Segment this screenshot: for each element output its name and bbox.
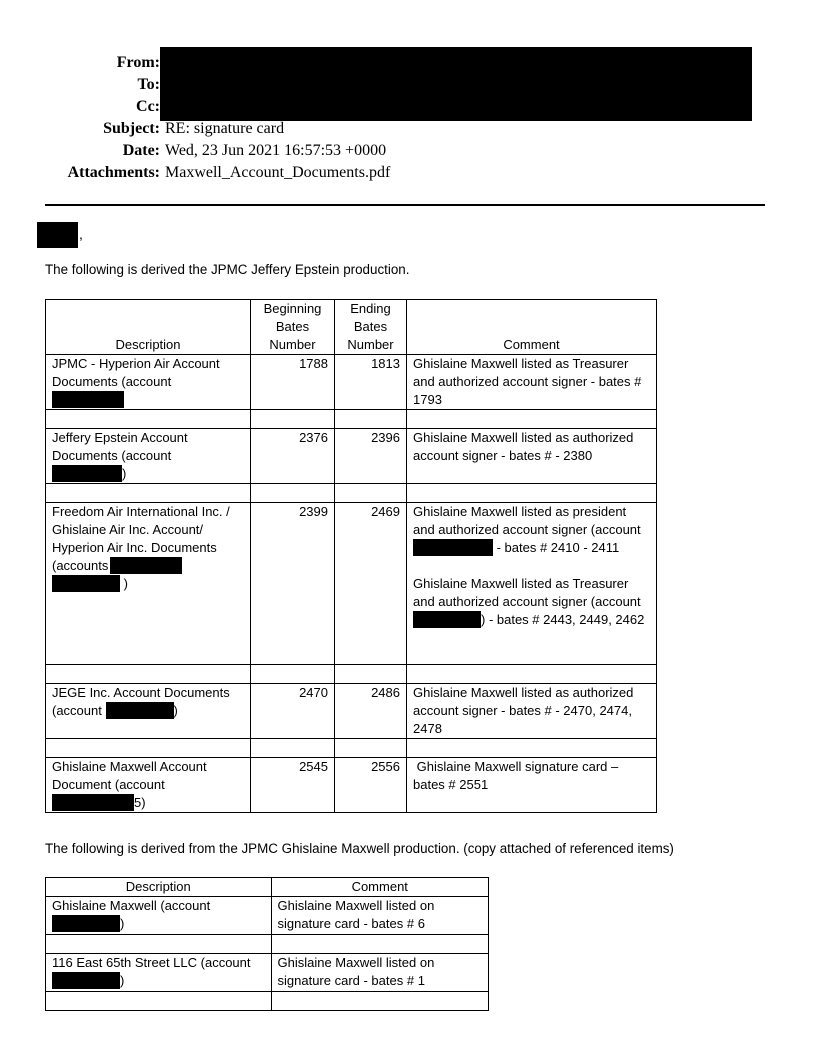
comment-cell: Ghislaine Maxwell listed on signature card - bates # 1 xyxy=(271,954,489,992)
empty-cell xyxy=(251,484,335,503)
empty-cell xyxy=(335,665,407,684)
description-line: JEGE Inc. Account Documents xyxy=(52,685,230,700)
description-tail: ) xyxy=(173,703,178,718)
empty-cell xyxy=(271,992,489,1011)
description-cell xyxy=(46,758,251,813)
empty-cell xyxy=(335,410,407,429)
header-subject-label: Subject: xyxy=(103,120,160,137)
comment-text: ) - bates # 2443, 2449, 2462 xyxy=(481,612,645,627)
table-row xyxy=(46,429,657,484)
spacer-row xyxy=(46,410,657,429)
spacer-row xyxy=(46,992,489,1011)
empty-cell xyxy=(46,739,251,758)
comment-paragraph xyxy=(413,575,650,629)
description-line: 116 East 65th Street LLC (account xyxy=(52,955,251,970)
empty-cell xyxy=(46,410,251,429)
description-line: Hyperion Air Inc. Documents xyxy=(52,540,217,555)
description-cell xyxy=(46,503,251,665)
header-from-label: From: xyxy=(116,54,160,71)
maxwell-production-table xyxy=(45,877,489,1011)
header-attachments-label: Attachments: xyxy=(67,164,160,181)
description-tail: ) xyxy=(122,466,127,481)
salutation-redaction xyxy=(37,222,78,248)
header-date-value: Wed, 23 Jun 2021 16:57:53 +0000 xyxy=(165,142,387,159)
salutation-comma: , xyxy=(79,226,83,242)
col-header-comment xyxy=(271,878,489,897)
table-row xyxy=(46,503,657,665)
header-redaction-box xyxy=(160,47,752,121)
account-redaction xyxy=(106,702,174,719)
account-redaction xyxy=(52,575,120,592)
empty-cell xyxy=(407,484,657,503)
empty-cell xyxy=(46,935,272,954)
ending-bates-cell: 2486 xyxy=(335,684,407,739)
comment-cell: Ghislaine Maxwell listed on signature card - bates # 6 xyxy=(271,897,489,935)
col-header-beginning-line1: Beginning xyxy=(263,301,322,316)
table-row xyxy=(46,758,657,813)
empty-cell xyxy=(46,992,272,1011)
beginning-bates-cell: 2545 xyxy=(251,758,335,813)
account-redaction xyxy=(52,794,134,811)
description-line: (accounts xyxy=(52,558,109,573)
table-header-row xyxy=(46,300,657,355)
empty-cell xyxy=(335,484,407,503)
description-tail: ) xyxy=(120,973,125,988)
account-redaction xyxy=(52,391,124,408)
comment-paragraph xyxy=(413,503,650,557)
comment-cell: Ghislaine Maxwell listed as Treasurer and authorized account signer - bates # 1793 xyxy=(407,355,657,410)
account-redaction xyxy=(110,557,182,574)
comment-cell: Ghislaine Maxwell listed as authorized account signer - bates # - 2470, 2474, 2478 xyxy=(407,684,657,739)
col-header-beginning-line3: Number xyxy=(269,337,316,352)
col-header-description xyxy=(46,300,251,355)
ending-bates-cell: 2469 xyxy=(335,503,407,665)
header-subject-value: RE: signature card xyxy=(165,120,285,137)
account-redaction xyxy=(52,915,120,932)
col-header-description xyxy=(46,878,272,897)
col-header-comment-text: Comment xyxy=(503,337,560,352)
account-redaction xyxy=(413,539,493,556)
intro-paragraph-2: The following is derived from the JPMC Ghislaine Maxwell production. (copy attached of referenced items) xyxy=(45,841,674,856)
table-row xyxy=(46,684,657,739)
table-row xyxy=(46,355,657,410)
empty-cell xyxy=(271,935,489,954)
header-to-label: To: xyxy=(137,76,160,93)
ending-bates-cell: 2556 xyxy=(335,758,407,813)
header-divider xyxy=(45,204,765,206)
paragraph-gap xyxy=(413,557,650,575)
col-header-comment xyxy=(407,300,657,355)
description-line: Documents (account xyxy=(52,374,172,389)
attachment-link[interactable]: Maxwell_Account_Documents.pdf xyxy=(165,164,391,181)
col-header-comment-text: Comment xyxy=(351,879,408,894)
empty-cell xyxy=(407,665,657,684)
description-cell xyxy=(46,897,272,935)
beginning-bates-cell: 2399 xyxy=(251,503,335,665)
table-row xyxy=(46,897,489,935)
description-line: (account xyxy=(52,703,102,718)
header-date-label: Date: xyxy=(122,142,160,159)
comment-cell: Ghislaine Maxwell listed as authorized account signer - bates # - 2380 xyxy=(407,429,657,484)
col-header-beginning-line2: Bates xyxy=(275,319,310,334)
empty-cell xyxy=(46,665,251,684)
description-line: Ghislaine Maxwell Account xyxy=(52,759,207,774)
comment-cell: Ghislaine Maxwell signature card – bates # 2551 xyxy=(407,758,657,813)
empty-cell xyxy=(335,739,407,758)
table-row xyxy=(46,954,489,992)
description-line: Jeffery Epstein Account xyxy=(52,430,188,445)
comment-text: Ghislaine Maxwell listed as Treasurer and authorized account signer (account xyxy=(413,576,641,609)
empty-cell xyxy=(46,484,251,503)
account-redaction xyxy=(413,611,481,628)
epstein-production-table xyxy=(45,299,657,813)
description-line: Documents (account xyxy=(52,448,172,463)
account-redaction xyxy=(52,972,120,989)
description-line: Ghislaine Maxwell (account xyxy=(52,898,211,913)
description-tail: ) xyxy=(120,576,128,591)
description-tail: 5) xyxy=(134,795,146,810)
intro-paragraph-1: The following is derived the JPMC Jeffery Epstein production. xyxy=(45,262,410,277)
description-cell xyxy=(46,429,251,484)
description-cell xyxy=(46,954,272,992)
col-header-description-text: Description xyxy=(115,337,181,352)
beginning-bates-cell: 2470 xyxy=(251,684,335,739)
col-header-ending-bates xyxy=(335,300,407,355)
empty-cell xyxy=(407,410,657,429)
description-tail: ) xyxy=(120,916,125,931)
col-header-ending-line3: Number xyxy=(347,337,394,352)
description-cell xyxy=(46,684,251,739)
empty-cell xyxy=(251,665,335,684)
description-line: JPMC - Hyperion Air Account xyxy=(52,356,220,371)
col-header-ending-line1: Ending xyxy=(350,301,391,316)
empty-cell xyxy=(407,739,657,758)
ending-bates-cell: 1813 xyxy=(335,355,407,410)
spacer-row xyxy=(46,484,657,503)
col-header-ending-line2: Bates xyxy=(353,319,388,334)
description-line: Document (account xyxy=(52,777,165,792)
description-line: Freedom Air International Inc. / xyxy=(52,504,230,519)
header-cc-label: Cc: xyxy=(136,98,160,115)
ending-bates-cell: 2396 xyxy=(335,429,407,484)
spacer-row xyxy=(46,739,657,758)
comment-text: Ghislaine Maxwell listed as president and authorized account signer (account xyxy=(413,504,641,537)
empty-cell xyxy=(251,410,335,429)
comment-cell xyxy=(407,503,657,665)
description-cell xyxy=(46,355,251,410)
comment-text: - bates # 2410 - 2411 xyxy=(493,540,620,555)
beginning-bates-cell: 2376 xyxy=(251,429,335,484)
description-line: Ghislaine Air Inc. Account/ xyxy=(52,522,204,537)
empty-cell xyxy=(251,739,335,758)
col-header-beginning-bates xyxy=(251,300,335,355)
spacer-row xyxy=(46,665,657,684)
account-redaction xyxy=(52,465,122,482)
table-header-row xyxy=(46,878,489,897)
spacer-row xyxy=(46,935,489,954)
beginning-bates-cell: 1788 xyxy=(251,355,335,410)
col-header-description-text: Description xyxy=(125,879,191,894)
